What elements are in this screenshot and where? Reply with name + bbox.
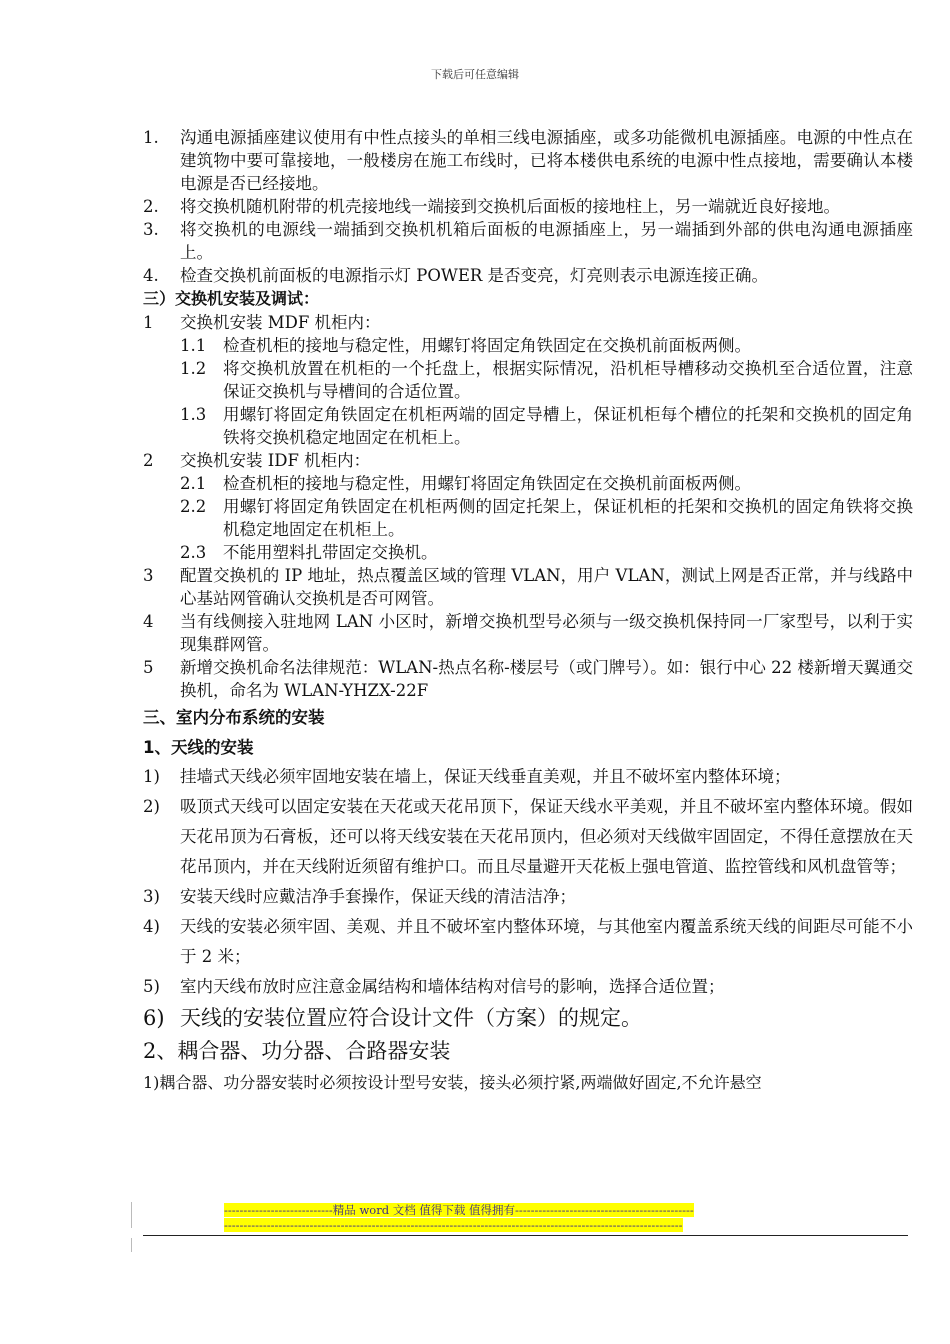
list-text: 用螺钉将固定角铁固定在机柜两端的固定导槽上，保证机柜每个槽位的托架和交换机的固定角铁将交换机稳定地固定在机柜上。 xyxy=(223,405,913,447)
list-item xyxy=(143,264,913,287)
list-text: 不能用塑料扎带固定交换机。 xyxy=(223,543,438,562)
list-text: 沟通电源插座建议使用有中性点接头的单相三线电源插座，或多功能微机电源插座。电源的中性点在建筑物中要可靠接地，一般楼房在施工布线时，已将本楼供电系统的电源中性点接地，需要确认本楼电源是否已经接地。 xyxy=(180,128,913,193)
list-item xyxy=(143,195,913,218)
list-item xyxy=(143,311,913,334)
list-item xyxy=(143,564,913,610)
list-item xyxy=(143,1002,913,1034)
list-text: 当有线侧接入驻地网 LAN 小区时，新增交换机型号必须与一级交换机保持同一厂家型号，以利于实现集群网管。 xyxy=(180,612,913,654)
list-number: 1.1 xyxy=(180,336,207,355)
list-number: 2 xyxy=(143,451,154,470)
list-number: 2.3 xyxy=(180,543,207,562)
list-text: 将交换机放置在机柜的一个托盘上，根据实际情况，沿机柜导槽移动交换机至合适位置，注意保证交换机与导槽间的合适位置。 xyxy=(223,359,913,401)
list-number: 2.1 xyxy=(180,474,207,493)
list-text: 检查机柜的接地与稳定性，用螺钉将固定角铁固定在交换机前面板两侧。 xyxy=(223,474,751,493)
sub-list-item xyxy=(143,495,913,541)
list-number: 4 xyxy=(143,612,154,631)
list-text: 天线的安装位置应符合设计文件（方案）的规定。 xyxy=(180,1006,642,1030)
list-text: 检查交换机前面板的电源指示灯 POWER 是否变亮，灯亮则表示电源连接正确。 xyxy=(180,266,769,285)
list-number: 1) xyxy=(143,767,160,786)
footer-divider xyxy=(143,1235,908,1236)
list-item xyxy=(143,912,913,972)
list-number: 6) xyxy=(143,1006,165,1030)
list-number: 1. xyxy=(143,128,159,147)
sub-list-item xyxy=(143,403,913,449)
list-text: 交换机安装 IDF 机柜内： xyxy=(180,451,371,470)
list-number: 3) xyxy=(143,887,160,906)
sub-list-item xyxy=(143,357,913,403)
list-text: 新增交换机命名法律规范：WLAN-热点名称-楼层号（或门牌号）。如：银行中心 22 楼新增天翼通交换机，命名为 WLAN-YHZX-22F xyxy=(180,658,913,700)
sub-list-item xyxy=(143,334,913,357)
list-text: 挂墙式天线必须牢固地安装在墙上，保证天线垂直美观，并且不破坏室内整体环境； xyxy=(180,767,791,786)
list-text: 室内天线布放时应注意金属结构和墙体结构对信号的影响，选择合适位置； xyxy=(180,977,725,996)
list-item xyxy=(143,762,913,792)
list-item xyxy=(143,792,913,882)
margin-marker xyxy=(131,1238,132,1252)
list-number: 1.2 xyxy=(180,359,207,378)
paragraph: 1)耦合器、功分器安装时必须按设计型号安装，接头必须拧紧,两端做好固定,不允许悬空 xyxy=(143,1073,762,1092)
list-number: 3. xyxy=(143,220,159,239)
list-number: 5 xyxy=(143,658,154,677)
list-item xyxy=(143,218,913,264)
list-number: 1 xyxy=(143,313,154,332)
document-body xyxy=(143,126,913,1096)
section-heading: 三、室内分布系统的安装 xyxy=(143,708,325,727)
subsection-heading: 1、天线的安装 xyxy=(143,738,254,757)
list-item xyxy=(143,126,913,195)
list-number: 2.2 xyxy=(180,497,207,516)
list-number: 2. xyxy=(143,197,159,216)
list-text: 将交换机随机附带的机壳接地线一端接到交换机后面板的接地柱上，另一端就近良好接地。 xyxy=(180,197,840,216)
list-number: 2) xyxy=(143,797,160,816)
margin-marker xyxy=(131,1202,132,1228)
list-item xyxy=(143,656,913,702)
list-text: 安装天线时应戴洁净手套操作，保证天线的清洁洁净； xyxy=(180,887,576,906)
list-item xyxy=(143,610,913,656)
list-number: 3 xyxy=(143,566,154,585)
list-item xyxy=(143,882,913,912)
list-number: 4. xyxy=(143,266,159,285)
footer-text-line: ----------------------------精品 word 文档 值得下载 值得拥有---------------------------------------------- xyxy=(224,1203,694,1217)
sub-list-item xyxy=(143,472,913,495)
page-header: 下载后可任意编辑 xyxy=(431,68,519,81)
subsection-heading: 2、耦合器、功分器、合路器安装 xyxy=(143,1039,451,1063)
list-number: 4) xyxy=(143,917,160,936)
list-text: 交换机安装 MDF 机柜内： xyxy=(180,313,381,332)
list-text: 将交换机的电源线一端插到交换机机箱后面板的电源插座上，另一端插到外部的供电沟通电源插座上。 xyxy=(180,220,913,262)
list-text: 配置交换机的 IP 地址，热点覆盖区域的管理 VLAN，用户 VLAN，测试上网是否正常，并与线路中心基站网管确认交换机是否可网管。 xyxy=(180,566,913,608)
list-text: 天线的安装必须牢固、美观、并且不破坏室内整体环境，与其他室内覆盖系统天线的间距尽可能不小于 2 米； xyxy=(180,917,913,966)
list-item xyxy=(143,449,913,472)
list-text: 用螺钉将固定角铁固定在机柜两侧的固定托架上，保证机柜的托架和交换机的固定角铁将交换机稳定地固定在机柜上。 xyxy=(223,497,913,539)
section-heading: 三）交换机安装及调试： xyxy=(143,289,320,308)
list-number: 1.3 xyxy=(180,405,207,424)
list-text: 吸顶式天线可以固定安装在天花或天花吊顶下，保证天线水平美观，并且不破坏室内整体环境。假如天花吊顶为石膏板，还可以将天线安装在天花吊顶内，但必须对天线做牢固固定，不得任意摆放在天花吊顶内，并在天线附近须留有维护口。而且尽量避开天花板上强电管道、监控管线和风机盘管等； xyxy=(180,797,913,876)
list-item xyxy=(143,972,913,1002)
list-number: 5) xyxy=(143,977,160,996)
sub-list-item xyxy=(143,541,913,564)
footer-watermark xyxy=(224,1203,824,1233)
list-text: 检查机柜的接地与稳定性，用螺钉将固定角铁固定在交换机前面板两侧。 xyxy=(223,336,751,355)
footer-text-line: ---------------------------------------------------------------------------------------------------------------------- xyxy=(224,1218,683,1232)
